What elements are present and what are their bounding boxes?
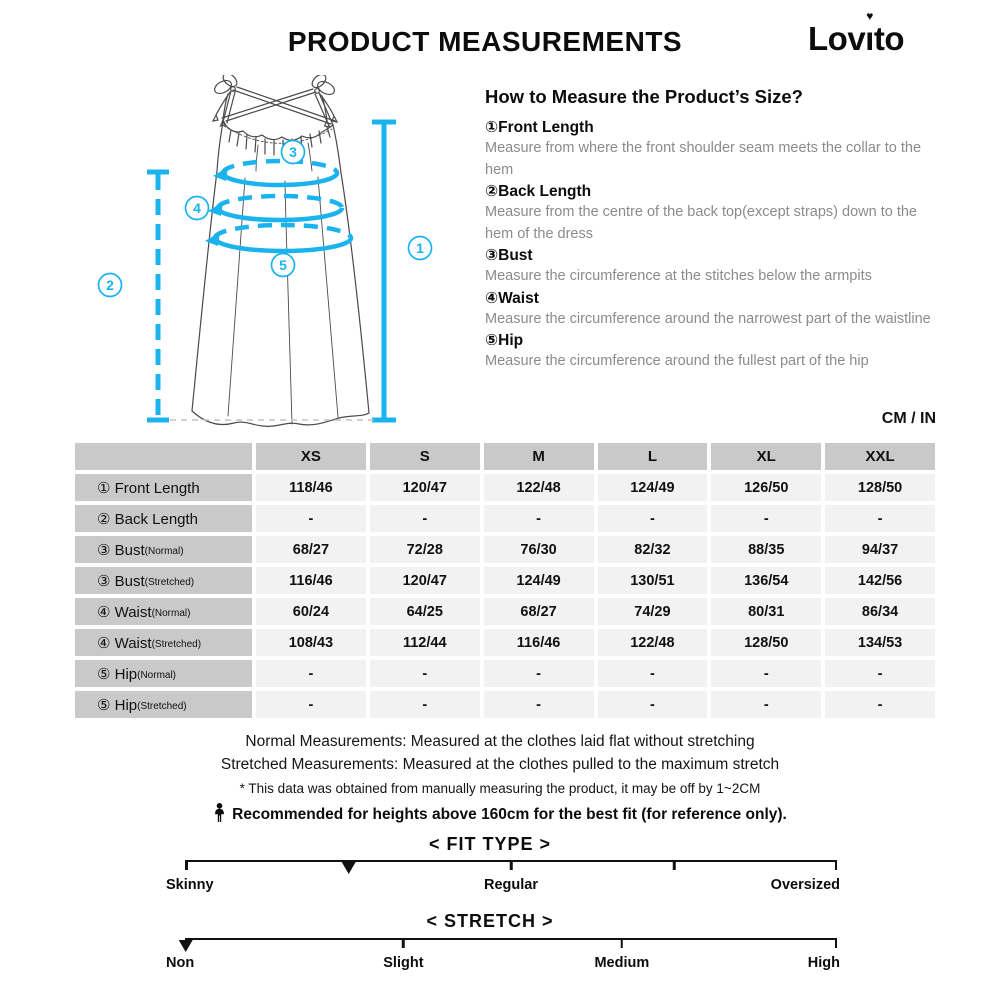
logo-part1: Lov [808,20,866,57]
page-title: PRODUCT MEASUREMENTS [287,26,683,57]
table-cell: 130/51 [598,567,708,594]
table-cell: 120/47 [370,567,480,594]
stretch-label-high: High [807,955,840,971]
row-label-bust-normal: ③ Bust (Normal) [75,536,252,563]
table-cell: - [825,660,935,687]
table-cell: 86/34 [825,598,935,625]
table-cell: 108/43 [256,629,366,656]
size-column-header: XS [256,443,366,470]
fit-type-title: < FIT TYPE > [428,834,552,854]
table-cell: - [598,660,708,687]
callout-back-length [99,274,122,297]
table-cell: - [370,691,480,718]
size-column-header: XXL [825,443,935,470]
row-label-hip-stretched: ⑤ Hip (Stretched) [75,691,252,718]
tick [402,940,405,948]
row-label-bust-stretched: ③ Bust (Stretched) [75,567,252,594]
svg-text:3: 3 [289,144,297,160]
table-cell: - [256,660,366,687]
row-label-front-length: ① Front Length [75,474,252,501]
table-cell: 68/27 [256,536,366,563]
item-name: ③Bust [485,247,533,264]
fit-label-skinny: Skinny [166,877,214,893]
table-cell: - [484,505,594,532]
note-disclaimer: * This data was obtained from manually measuring the product, it may be off by 1~2CM [239,781,761,796]
tick [835,940,838,948]
note-stretched: Stretched Measurements: Measured at the clothes pulled to the maximum stretch [220,755,780,773]
stretch-label-slight: Slight [383,955,424,971]
logo-i-char: ı [865,20,874,57]
row-label-hip-normal: ⑤ Hip (Normal) [75,660,252,687]
how-to-item-waist [485,288,937,331]
row-label-waist-stretched: ④ Waist (Stretched) [75,629,252,656]
table-cell: 122/48 [484,474,594,501]
lovito-logo [808,9,904,58]
svg-text:2: 2 [106,277,114,293]
table-cell: 76/30 [484,536,594,563]
fit-type-marker [342,862,356,874]
item-desc: Measure the circumference around the narrowest part of the waistline [485,310,931,327]
how-to-item-bust [485,245,937,288]
note-normal: Normal Measurements: Measured at the clothes laid flat without stretching [245,733,755,750]
table-cell: 68/27 [484,598,594,625]
table-cell: - [711,505,821,532]
table-cell: 124/49 [484,567,594,594]
note-height-recommendation: Recommended for heights above 160cm for the best fit (for reference only). [0,803,1000,824]
size-column-header: L [598,443,708,470]
fit-label-regular: Regular [484,877,538,893]
table-cell: 128/50 [825,474,935,501]
stretch-marker [179,940,193,952]
table-cell: - [825,691,935,718]
table-cell: 88/35 [711,536,821,563]
person-icon [213,803,226,822]
table-cell: 136/54 [711,567,821,594]
table-cell: 142/56 [825,567,935,594]
item-desc: Measure the circumference around the fullest part of the hip [485,353,869,369]
table-corner-cell [75,443,252,470]
item-desc: Measure from where the front shoulder seam meets the collar to the hem [485,140,922,178]
measurement-annotations [147,122,396,420]
callout-front-length [409,237,432,260]
table-cell: 72/28 [370,536,480,563]
tick [185,862,188,870]
how-to-item-hip [485,330,937,373]
table-cell: - [711,691,821,718]
table-cell: 118/46 [256,474,366,501]
table-cell: 116/46 [484,629,594,656]
stretch-label-medium: Medium [594,955,650,971]
item-name: ④Waist [485,289,539,307]
tick [621,940,624,948]
table-cell: 112/44 [370,629,480,656]
table-cell: - [484,660,594,687]
table-cell: - [370,505,480,532]
table-cell: 124/49 [598,474,708,501]
stretch-slider [166,938,840,971]
table-cell: - [256,691,366,718]
svg-text:1: 1 [416,240,424,256]
svg-text:5: 5 [279,257,287,273]
row-label-waist-normal: ④ Waist (Normal) [75,598,252,625]
table-cell: - [484,691,594,718]
how-to-measure-section [485,86,937,373]
table-cell: 80/31 [711,598,821,625]
table-cell: 116/46 [256,567,366,594]
table-cell: 126/50 [711,474,821,501]
table-cell: - [256,505,366,532]
table-cell: 94/37 [825,536,935,563]
tick [673,862,676,870]
table-cell: - [598,691,708,718]
notes-section [0,731,1000,824]
how-to-measure-title: How to Measure the Product’s Size? [485,86,803,107]
callout-bust [282,141,305,164]
table-cell: - [370,660,480,687]
item-name: ②Back Length [485,183,592,200]
tick [835,862,838,870]
item-desc: Measure the circumference at the stitches below the armpits [485,268,872,284]
fit-type-slider [166,860,840,893]
callout-hip [272,254,295,277]
size-table [75,443,935,718]
unit-label: CM / IN [881,410,936,427]
stretch-label-non: Non [166,955,195,971]
table-cell: 74/29 [598,598,708,625]
how-to-item-back-length [485,181,937,245]
table-cell: 120/47 [370,474,480,501]
table-cell: 64/25 [370,598,480,625]
how-to-item-front-length [485,117,937,181]
fit-label-oversized: Oversized [770,877,840,893]
table-cell: 82/32 [598,536,708,563]
logo-i [865,9,874,58]
heart-icon: ♥ [866,9,873,23]
logo-part2: to [873,20,904,57]
row-label-back-length: ② Back Length [75,505,252,532]
table-cell: 60/24 [256,598,366,625]
item-desc: Measure from the centre of the back top(except straps) down to the hem of the dress [485,204,917,242]
table-cell: 134/53 [825,629,935,656]
table-cell: - [598,505,708,532]
right-bow-icon [310,75,337,127]
item-name: ⑤Hip [485,332,524,349]
callout-waist [186,197,209,220]
stretch-title: < STRETCH > [426,911,554,931]
svg-text:4: 4 [193,200,201,216]
table-cell: - [825,505,935,532]
tick [510,862,513,870]
dress-measurement-diagram [80,75,460,435]
size-column-header: S [370,443,480,470]
item-name: ①Front Length [485,119,594,136]
table-cell: 122/48 [598,629,708,656]
size-column-header: XL [711,443,821,470]
table-cell: - [711,660,821,687]
table-cell: 128/50 [711,629,821,656]
size-column-header: M [484,443,594,470]
